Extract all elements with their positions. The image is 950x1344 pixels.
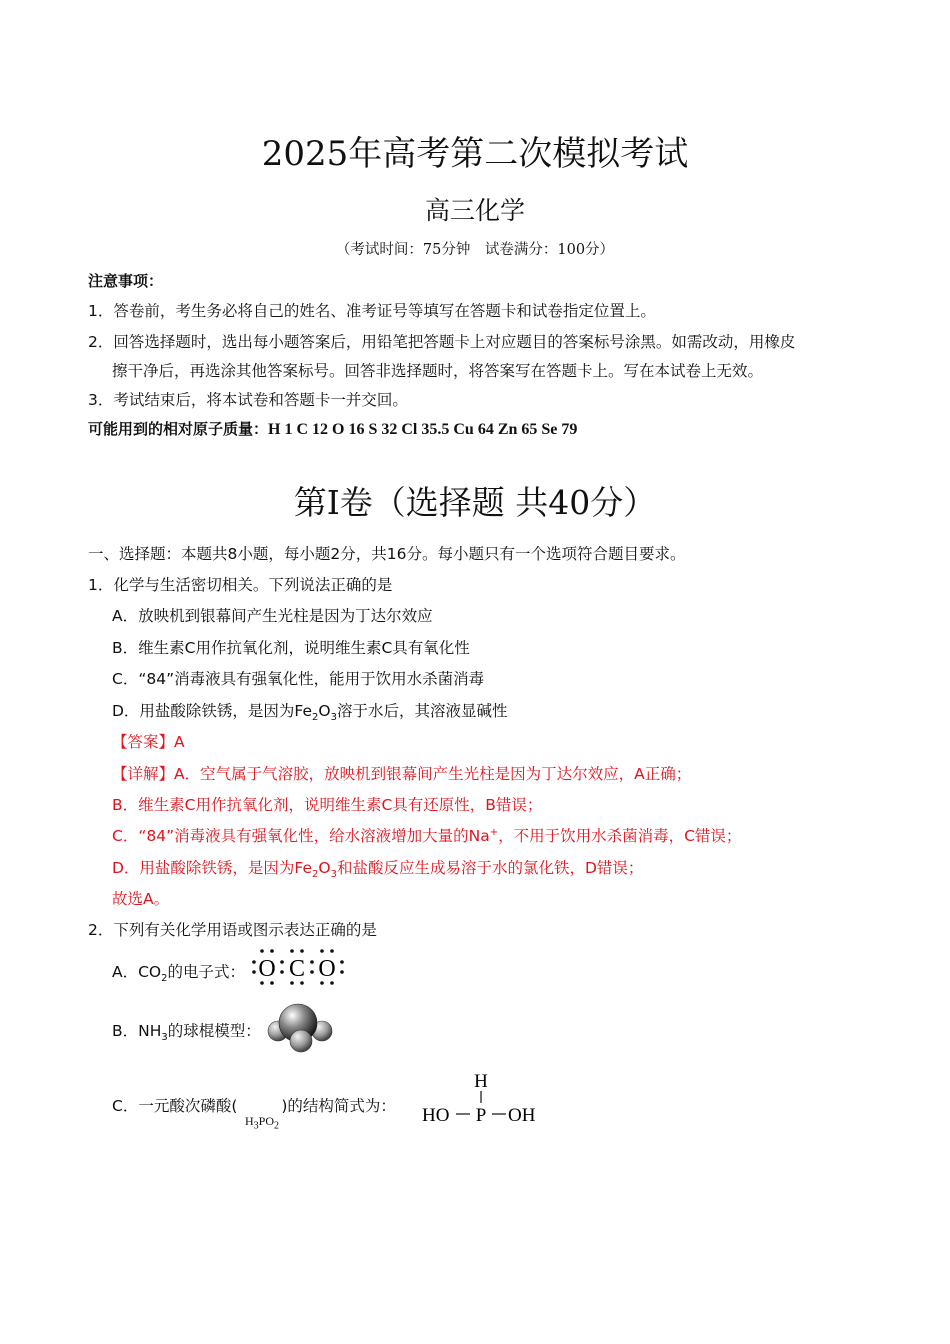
q1-option-b: B．维生素C用作抗氧化剂，说明维生素C具有氧化性 xyxy=(112,639,470,657)
q1-answer: 【答案】A xyxy=(112,733,185,751)
notice-item-2-cont: 擦干净后，再选涂其他答案标号。回答非选择题时，将答案写在答题卡上。写在本试卷上无效。 xyxy=(112,362,764,380)
q1-explanation-5: 故选A。 xyxy=(112,890,170,908)
h3po2-formula: $H_3PO_2$ xyxy=(245,1114,280,1132)
q2-stem: 2．下列有关化学用语或图示表达正确的是 xyxy=(88,921,377,939)
section-instruction: 一、选择题：本题共8小题，每小题2分，共16分。每小题只有一个选项符合题目要求。 xyxy=(88,545,686,563)
notice-item-3: 3．考试结束后，将本试卷和答题卡一并交回。 xyxy=(88,391,408,409)
h3po2-structure xyxy=(420,1068,550,1128)
section-title: 第Ⅰ卷（选择题 共40分） xyxy=(293,483,657,522)
co2-atom-o2: O xyxy=(318,956,336,982)
q2-option-c: C．一元酸次磷酸( )的结构简式为： xyxy=(112,1097,396,1115)
q2-option-a: A．$CO_2$的电子式： xyxy=(112,963,246,985)
q1-stem: 1．化学与生活密切相关。下列说法正确的是 xyxy=(88,576,393,594)
q1-explanation-4: D．用盐酸除铁锈，是因为$Fe_2O_3$和盐酸反应生成易溶于水的氯化铁，D错误； xyxy=(112,859,644,881)
co2-atom-c: C xyxy=(288,956,306,982)
notice-item-1: 1．答卷前，考生务必将自己的姓名、准考证号等填写在答题卡和试卷指定位置上。 xyxy=(88,302,656,320)
subject-title: 高三化学 xyxy=(424,196,525,225)
struct-right-oh: OH xyxy=(508,1105,536,1126)
nh3-ball-stick-model xyxy=(262,1002,338,1054)
q1-explanation-2: B．维生素C用作抗氧化剂，说明维生素C具有还原性，B错误； xyxy=(112,796,543,814)
co2-atom-o1: O xyxy=(258,956,276,982)
q1-option-c: C．“84”消毒液具有强氧化性，能用于饮用水杀菌消毒 xyxy=(112,670,485,688)
atomic-mass-label: 可能用到的相对原子质量： xyxy=(88,420,269,438)
q1-option-a: A．放映机到银幕间产生光柱是因为丁达尔效应 xyxy=(112,607,433,625)
q1-explanation-3: C．“84”消毒液具有强氧化性，给水溶液增加大量的Na+，不用于饮用水杀菌消毒，C错误； xyxy=(112,826,742,845)
q1-explanation-1: 【详解】A．空气属于气溶胶，放映机到银幕间产生光柱是因为丁达尔效应，A正确； xyxy=(112,765,692,783)
q1-option-d: D．用盐酸除铁锈，是因为$Fe_2O_3$溶于水后，其溶液显碱性 xyxy=(112,702,508,724)
q2-option-b: B．$NH_3$的球棍模型： xyxy=(112,1022,261,1044)
atomic-mass-values: H 1 C 12 O 16 S 32 Cl 35.5 Cu 64 Zn 65 Se 79 xyxy=(268,421,578,438)
exam-title: 2025年高考第二次模拟考试 xyxy=(261,134,689,174)
struct-center-p: P xyxy=(475,1105,487,1126)
co2-electron-formula xyxy=(246,947,356,989)
struct-top-h: H xyxy=(474,1071,488,1092)
struct-left-ho: HO xyxy=(422,1105,450,1126)
notice-heading: 注意事项： xyxy=(88,272,164,290)
notice-item-2: 2．回答选择题时，选出每小题答案后，用铅笔把答题卡上对应题目的答案标号涂黑。如需改动，用橡皮 xyxy=(88,333,796,351)
atomic-mass xyxy=(88,418,577,439)
time-info: （考试时间：75分钟 试卷满分：100分） xyxy=(335,242,615,258)
